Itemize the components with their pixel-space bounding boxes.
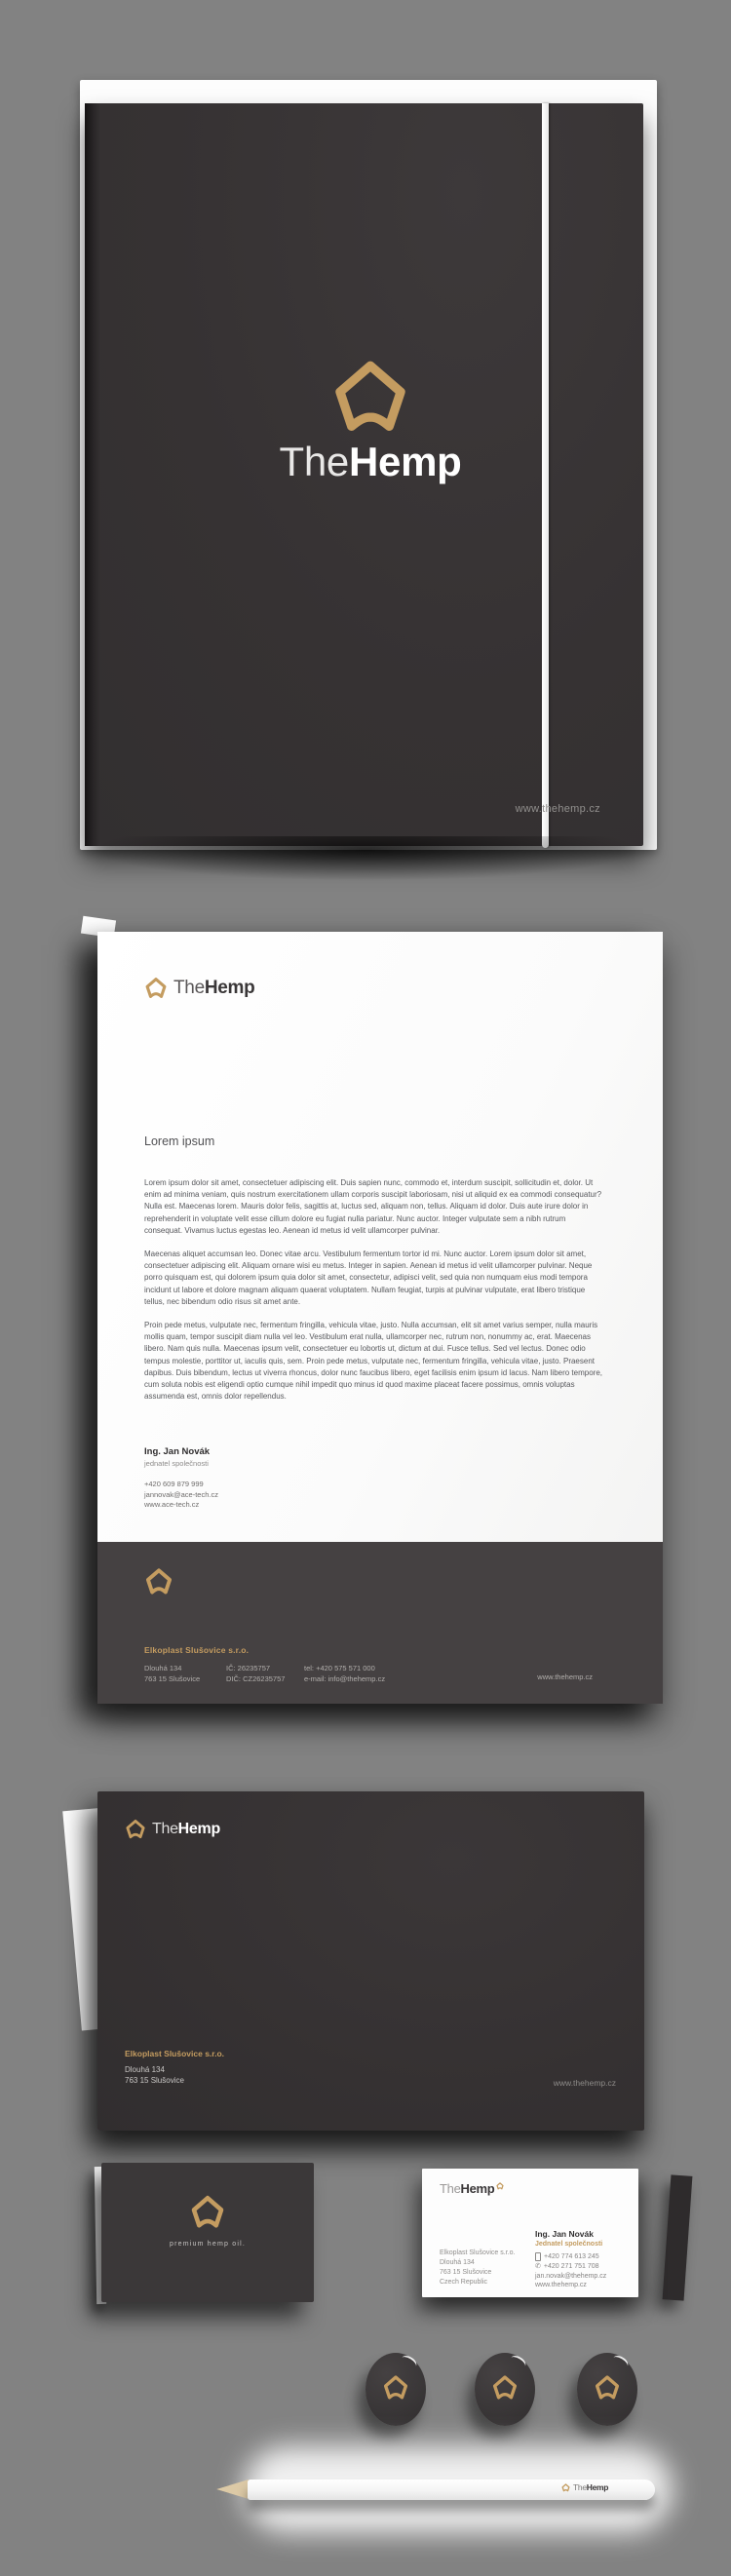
brand-wordmark (440, 2181, 494, 2196)
logo-pin (366, 2353, 426, 2426)
pencil-logo (561, 2482, 608, 2492)
letter-paragraph: Lorem ipsum dolor sit amet, consectetuer adipiscing elit. Duis sapien nunc, commodo et, interdum suscipit, sollicitudin et, dolor. Ut enim ad minima veniam, quis nostrum exercitationem ullam corporis suscipit laboriosam, nisi ut aliquid ex ea commodi consequatur? Nulla est. Maecenas lorem. Mauris dolor felis, sagittis at, luctus sed, aliquam non, tellus. Aliquam id dolor. Duis aute irure dolor in reprehenderit in voluptate velit esse cillum dolore eu fugiat nulla pariatur. Nunc auctor. Integer vulputate sem a nibh rutrum consequat. Vivamus luctus egestas leo. Aenean id metus id velit ullamcorper pulvinar. (144, 1178, 602, 1235)
envelope-company: Elkoplast Slušovice s.r.o. (125, 2049, 225, 2058)
dark-card-edge (663, 2174, 693, 2300)
dark-card-tagline: premium hemp oil. (170, 2241, 246, 2248)
card-phone: +420 271 751 708 (543, 2262, 599, 2270)
white-business-card (422, 2169, 638, 2297)
pentagon-logo-icon (144, 1567, 173, 1596)
envelope-address-line1: Dlouhá 134 (125, 2065, 165, 2074)
brand-folder (85, 103, 643, 846)
footer-ic: IČ: 26235757 (226, 1664, 271, 1672)
signature-contact (144, 1480, 218, 1511)
pentagon-logo-icon (189, 2194, 226, 2231)
letterhead-logo (144, 977, 254, 1000)
footer-tel: tel: +420 575 571 000 (304, 1664, 375, 1672)
folder-website: www.thehemp.cz (515, 803, 600, 815)
signature-email: jannovak@ace-tech.cz (144, 1489, 218, 1499)
footer-address-line1: Dlouhá 134 (144, 1664, 182, 1672)
letterhead-page (97, 932, 663, 1704)
envelope-logo (125, 1819, 220, 1840)
wordmark-the: The (440, 2181, 461, 2196)
card-person-title: Jednatel společnosti (535, 2241, 603, 2248)
wordmark-hemp: Hemp (460, 2181, 495, 2196)
logo-pin (475, 2353, 535, 2426)
envelope (97, 1791, 644, 2131)
pentagon-logo-icon (144, 977, 168, 1000)
envelope-address-line2: 763 15 Slušovice (125, 2076, 184, 2085)
card-mobile: +420 774 613 245 (544, 2253, 599, 2260)
wordmark-hemp: Hemp (586, 2482, 609, 2492)
pentagon-logo-icon (329, 357, 411, 439)
footer-address-line2: 763 15 Slušovice (144, 1674, 201, 1683)
letter-heading: Lorem ipsum (144, 1134, 215, 1148)
letter-paragraph: Maecenas aliquet accumsan leo. Donec vitae arcu. Vestibulum fermentum tortor id mi. Nunc auctor. Lorem ipsum dolor sit amet, consectetuer adipiscing elit. Aliquam ornare wisi eu metus. Integer in sapien. Aenean id metus id velit ullamcorper pulvinar. Neque porro quisquam est, qui dolorem ipsum quia dolor sit amet, consectetur, adipisci velit, sed quia non numquam eius modi tempora incidunt ut labore et dolore magnam aliquam quaerat voluptatem. Nullam feugiat, turpis at pulvinar vulputate, erat libero tristique tellus, nec bibendum odio risus sit amet ante. (144, 1250, 593, 1306)
signature-block (144, 1446, 218, 1511)
mobile-phone-icon (535, 2252, 541, 2261)
signature-phone: +420 609 879 999 (144, 1480, 204, 1488)
signature-website: www.ace-tech.cz (144, 1500, 200, 1509)
letterhead-footer (97, 1542, 663, 1704)
card-address-line3: Czech Republic (440, 2279, 488, 2286)
letter-body (144, 1177, 604, 1414)
brand-wordmark (152, 1821, 220, 1838)
card-contact (535, 2252, 606, 2290)
footer-address (144, 1663, 200, 1684)
signature-title: jednatel společnosti (144, 1459, 209, 1468)
envelope-website: www.thehemp.cz (553, 2078, 616, 2088)
wordmark-hemp: Hemp (348, 439, 462, 484)
pentagon-logo-icon (491, 2374, 519, 2402)
brand-wordmark (573, 2482, 608, 2492)
folder-shadow (90, 836, 641, 881)
envelope-address (125, 2064, 184, 2086)
logo-pin (577, 2353, 637, 2426)
signature-name: Ing. Jan Novák (144, 1446, 211, 1457)
footer-email: e-mail: info@thehemp.cz (304, 1674, 386, 1683)
card-website: www.thehemp.cz (535, 2282, 587, 2289)
pentagon-logo-icon (496, 2182, 504, 2190)
card-person-name: Ing. Jan Novák (535, 2229, 594, 2239)
brand-wordmark (175, 439, 565, 485)
folder-spine (85, 103, 100, 846)
wordmark-the: The (152, 1821, 178, 1837)
card-logo (440, 2181, 504, 2196)
footer-contact (304, 1663, 385, 1684)
footer-registration (226, 1663, 285, 1684)
card-email: jan.novak@thehemp.cz (535, 2272, 607, 2280)
branded-pencil (248, 2480, 655, 2500)
wordmark-hemp: Hemp (204, 978, 255, 998)
footer-company: Elkoplast Slušovice s.r.o. (144, 1645, 250, 1655)
brand-wordmark (173, 978, 254, 999)
pentagon-logo-icon (382, 2374, 409, 2402)
wordmark-the: The (573, 2482, 587, 2492)
card-address-line1: Dlouhá 134 (440, 2259, 475, 2266)
pencil-tip (216, 2480, 249, 2499)
pentagon-logo-icon (561, 2483, 570, 2492)
pentagon-logo-icon (125, 1819, 146, 1840)
footer-dic: DIČ: CZ26235757 (226, 1674, 286, 1683)
pentagon-logo-icon (594, 2374, 621, 2402)
dark-business-card (101, 2163, 314, 2302)
footer-website: www.thehemp.cz (537, 1672, 593, 1681)
wordmark-the: The (173, 978, 205, 998)
letter-paragraph: Proin pede metus, vulputate nec, fermentum fringilla, vehicula vitae, justo. Nulla accumsan, elit sit amet varius semper, nulla mauris mollis quam, tempor suscipit diam nulla vel leo. Vestibulum erat nulla, ullamcorper nec, rutrum non, nonummy ac, erat. Maecenas libero. Nam quis nulla. Maecenas ipsum velit, consectetuer eu lobortis ut, dictum at dui. Fusce tellus. Sed vel lectus. Donec odio tempus molestie, porttitor ut, iaculis quis, sem. Proin pede metus, vulputate nec, fermentum fringilla, vehicula vitae, justo. Praesent dapibus. Duis bibendum, lectus ut viverra rhoncus, dolor nunc faucibus libero, eget facilisis enim ipsum id lacus. Nam libero tempore, cum soluta nobis est eligendi optio cumque nihil impedit quo minus id quod maxime placeat facere possimus, omnis voluptas assumenda est, omnis dolor repellendus. (144, 1321, 603, 1402)
wordmark-the: The (279, 439, 349, 484)
card-address-line2: 763 15 Slušovice (440, 2269, 492, 2276)
phone-icon: ✆ (535, 2263, 541, 2271)
card-company: Elkoplast Slušovice s.r.o. (440, 2249, 516, 2256)
card-company-address (440, 2249, 515, 2288)
wordmark-hemp: Hemp (177, 1821, 220, 1837)
